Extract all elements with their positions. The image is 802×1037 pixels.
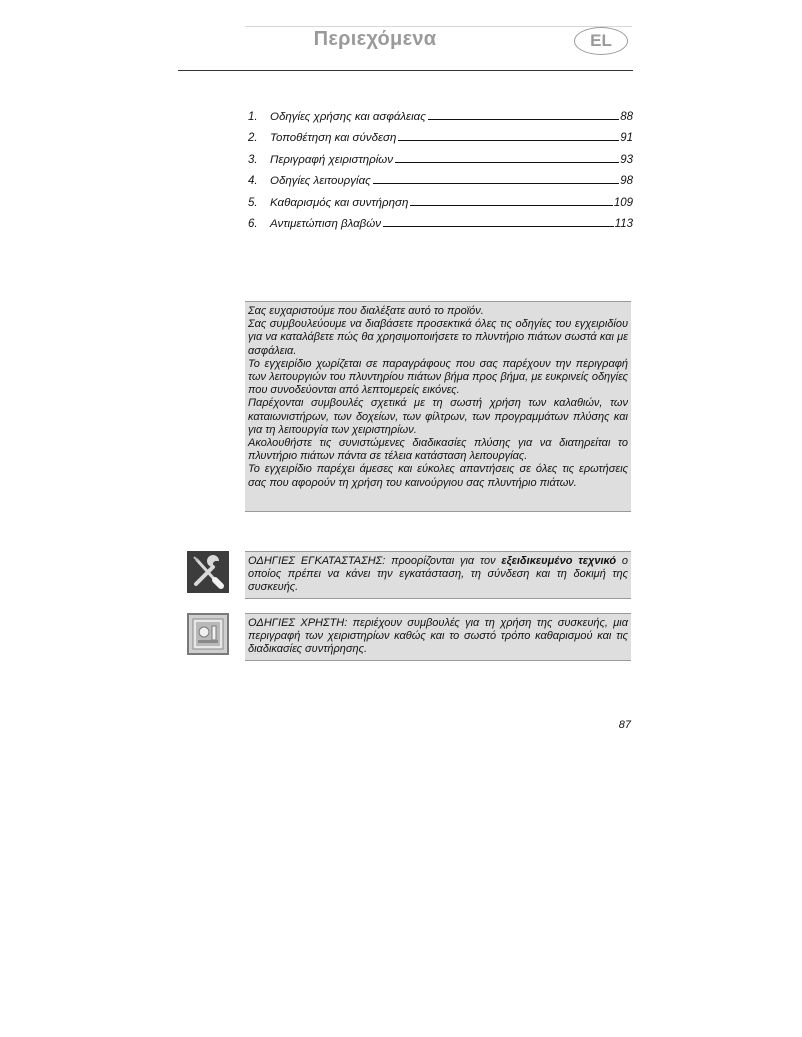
toc-entry[interactable] xyxy=(248,166,633,188)
language-badge: EL xyxy=(574,27,628,55)
intro-box xyxy=(245,301,631,512)
toc-entry[interactable] xyxy=(248,123,633,145)
toc-title: Οδηγίες λειτουργίας xyxy=(270,175,371,187)
toc-entry[interactable] xyxy=(248,187,633,209)
installation-note xyxy=(245,551,631,599)
table-of-contents xyxy=(248,101,633,230)
tools-icon xyxy=(187,551,229,593)
toc-title: Καθαρισμός και συντήρηση xyxy=(270,196,409,209)
toc-number: 6. xyxy=(248,218,258,230)
toc-title: Οδηγίες χρήσης και ασφάλειας xyxy=(270,110,426,123)
toc-page: 88 xyxy=(620,110,633,123)
header-top-line xyxy=(245,26,632,27)
installation-note-highlight: εξειδικευμένο τεχνικό xyxy=(501,555,617,567)
toc-entry[interactable] xyxy=(248,101,633,123)
user-note: ΟΔΗΓΙΕΣ ΧΡΗΣΤΗ: περιέχουν συμβουλές για τη χρήση της συσκευής, μια περιγραφή των χειριστηρίων καθώς και το σωστό τρόπο καθαρισμού και τις διαδικασίες συντήρησης. xyxy=(245,613,631,661)
toc-number: 4. xyxy=(248,175,258,187)
intro-paragraph: Σας συμβουλεύουμε να διαβάσετε προσεκτικά όλες τις οδηγίες του εγχειριδίου για να καταλάβετε πώς θα χρησιμοποιήσετε το πλυντήριο πιάτων σωστά και με ασφάλεια. xyxy=(248,318,628,357)
installation-note-lead: ΟΔΗΓΙΕΣ ΕΓΚΑΤΑΣΤΑΣΗΣ: προορίζονται για τον xyxy=(248,555,502,567)
toc-title: Περιγραφή χειριστηρίων xyxy=(270,153,394,166)
dishwasher-icon xyxy=(187,613,229,655)
toc-leader xyxy=(410,205,612,206)
toc-entry[interactable] xyxy=(248,144,633,166)
toc-title: Αντιμετώπιση βλαβών xyxy=(270,218,381,230)
toc-page: 93 xyxy=(620,153,633,166)
toc-number: 5. xyxy=(248,196,258,209)
toc-number: 2. xyxy=(248,132,258,144)
intro-paragraph: Το εγχειρίδιο παρέχει άμεσες και εύκολες απαντήσεις σε όλες τις ερωτήσεις σας που αφορούν τη χρήση του καινούργιου σας πλυντήριο πιάτων. xyxy=(248,463,628,489)
toc-page: 98 xyxy=(620,175,633,187)
intro-paragraph: Σας ευχαριστούμε που διαλέξατε αυτό το προϊόν. xyxy=(248,305,484,317)
toc-page: 91 xyxy=(620,132,633,144)
intro-paragraph: Ακολουθήστε τις συνιστώμενες διαδικασίες πλύσης για να διατηρείται το πλυντήριο πιάτων πάντα σε τέλεια κατάσταση λειτουργίας. xyxy=(248,437,628,463)
intro-paragraph: Το εγχειρίδιο χωρίζεται σε παραγράφους που σας παρέχουν την περιγραφή των λειτουργιών του πλυντηρίου πιάτων βήμα προς βήμα, με ευκρινείς οδηγίες που συνοδεύονται από λεπτομερείς εικόνες. xyxy=(248,357,628,397)
intro-paragraph: Παρέχονται συμβουλές σχετικά με τη σωστή χρήση των καλαθιών, των καταιωνιστήρων, των δοχείων, των φίλτρων, των προγραμμάτων πλύσης και για τη λειτουργία των χειριστηρίων. xyxy=(248,397,628,436)
page-title: Περιεχόμενα xyxy=(313,28,437,50)
toc-leader xyxy=(428,119,619,120)
toc-leader xyxy=(398,140,619,141)
toc-entry[interactable] xyxy=(248,209,633,231)
toc-leader xyxy=(383,226,614,227)
toc-leader xyxy=(395,162,619,163)
toc-number: 1. xyxy=(248,110,258,123)
toc-page: 113 xyxy=(614,218,633,230)
toc-page: 109 xyxy=(613,196,633,209)
toc-number: 3. xyxy=(248,153,258,166)
toc-title: Τοποθέτηση και σύνδεση xyxy=(270,132,397,144)
header-rule xyxy=(178,70,633,71)
page-number: 87 xyxy=(618,719,631,731)
installation-note-tail: ο οποίος πρέπει να κάνει την εγκατάσταση, τη σύνδεση και τη δοκιμή της συσκευής. xyxy=(248,555,628,594)
toc-leader xyxy=(373,183,619,184)
